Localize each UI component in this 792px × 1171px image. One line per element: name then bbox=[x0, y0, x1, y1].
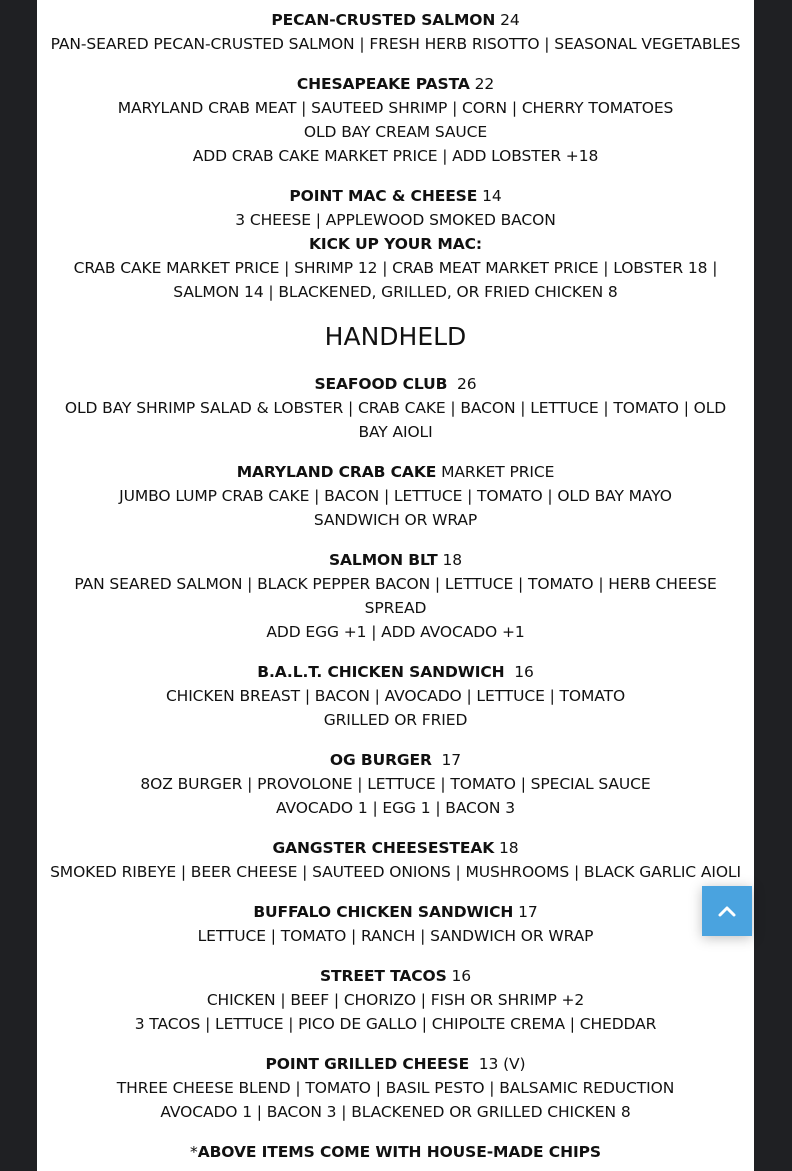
footnote bbox=[37, 1141, 754, 1163]
scroll-to-top-button[interactable] bbox=[702, 886, 752, 936]
menu-item-title bbox=[37, 965, 754, 987]
item-price: 16 bbox=[514, 663, 534, 681]
item-price: 24 bbox=[500, 11, 520, 29]
menu-item-title bbox=[37, 73, 754, 95]
item-description: JUMBO LUMP CRAB CAKE | BACON | LETTUCE | TOMATO | OLD BAY MAYO bbox=[119, 487, 672, 505]
menu-item-title bbox=[37, 461, 754, 483]
item-name: CHESAPEAKE PASTA bbox=[296, 75, 470, 93]
item-description: SMOKED RIBEYE | BEER CHEESE | SAUTEED ONIONS | MUSHROOMS | BLACK GARLIC AIOLI bbox=[50, 863, 741, 881]
item-addons: CRAB CAKE MARKET PRICE | SHRIMP 12 | CRAB MEAT MARKET PRICE | LOBSTER 18 | bbox=[73, 259, 718, 277]
item-price: 16 bbox=[451, 967, 472, 985]
item-price: 14 bbox=[482, 187, 502, 205]
kick-up-heading: KICK UP YOUR MAC: bbox=[309, 235, 482, 253]
menu-item-title bbox=[37, 901, 754, 923]
menu-item-title bbox=[37, 1053, 754, 1075]
item-description: BAY AIOLI bbox=[358, 423, 433, 441]
item-price: 22 bbox=[474, 75, 495, 93]
footnote-star: * bbox=[190, 1143, 198, 1161]
item-addons: ADD EGG +1 | ADD AVOCADO +1 bbox=[266, 623, 525, 641]
item-name: BUFFALO CHICKEN SANDWICH bbox=[253, 903, 514, 921]
menu-item-title bbox=[37, 749, 754, 771]
item-name: POINT GRILLED CHEESE bbox=[265, 1055, 470, 1073]
item-price: 18 bbox=[442, 551, 463, 569]
menu-item-title bbox=[37, 661, 754, 683]
menu-item-title bbox=[37, 185, 754, 207]
item-description: THREE CHEESE BLEND | TOMATO | BASIL PESTO | BALSAMIC REDUCTION bbox=[116, 1079, 675, 1097]
menu-item-title bbox=[37, 9, 754, 31]
item-addons: ADD CRAB CAKE MARKET PRICE | ADD LOBSTER +18 bbox=[192, 147, 599, 165]
item-name: B.A.L.T. CHICKEN SANDWICH bbox=[257, 663, 505, 681]
item-description: 8OZ BURGER | PROVOLONE | LETTUCE | TOMATO | SPECIAL SAUCE bbox=[140, 775, 651, 793]
item-description: PAN SEARED SALMON | BLACK PEPPER BACON | LETTUCE | TOMATO | HERB CHEESE bbox=[74, 575, 717, 593]
item-name: PECAN-CRUSTED SALMON bbox=[271, 11, 496, 29]
item-description: OLD BAY CREAM SAUCE bbox=[303, 123, 488, 141]
item-name: POINT MAC & CHEESE bbox=[289, 187, 478, 205]
item-name: SEAFOOD CLUB bbox=[314, 375, 448, 393]
item-name: MARYLAND CRAB CAKE bbox=[236, 463, 437, 481]
item-name: OG BURGER bbox=[329, 751, 432, 769]
chevron-up-icon bbox=[717, 904, 737, 918]
item-description: CHICKEN BREAST | BACON | AVOCADO | LETTUCE | TOMATO bbox=[165, 687, 626, 705]
item-description: SPREAD bbox=[364, 599, 427, 617]
item-description: 3 TACOS | LETTUCE | PICO DE GALLO | CHIPOLTE CREMA | CHEDDAR bbox=[134, 1015, 657, 1033]
menu-item-title bbox=[37, 373, 754, 395]
item-price: 13 (V) bbox=[478, 1055, 526, 1073]
item-name: GANGSTER CHEESESTEAK bbox=[272, 839, 495, 857]
section-heading-handheld: HANDHELD bbox=[324, 322, 467, 351]
item-description: GRILLED OR FRIED bbox=[323, 711, 468, 729]
item-description: OLD BAY SHRIMP SALAD & LOBSTER | CRAB CAKE | BACON | LETTUCE | TOMATO | OLD bbox=[64, 399, 727, 417]
item-description: PAN-SEARED PECAN-CRUSTED SALMON | FRESH HERB RISOTTO | SEASONAL VEGETABLES bbox=[50, 35, 741, 53]
item-description: SANDWICH OR WRAP bbox=[313, 511, 478, 529]
item-description: MARYLAND CRAB MEAT | SAUTEED SHRIMP | CORN | CHERRY TOMATOES bbox=[117, 99, 674, 117]
item-price: 18 bbox=[498, 839, 519, 857]
item-name: SALMON BLT bbox=[328, 551, 438, 569]
item-price: 26 bbox=[456, 375, 477, 393]
item-addons: AVOCADO 1 | EGG 1 | BACON 3 bbox=[276, 799, 515, 817]
item-description: 3 CHEESE | APPLEWOOD SMOKED BACON bbox=[235, 211, 556, 229]
item-addons: AVOCADO 1 | BACON 3 | BLACKENED OR GRILLED CHICKEN 8 bbox=[160, 1103, 631, 1121]
footnote-text: ABOVE ITEMS COME WITH HOUSE-MADE CHIPS bbox=[197, 1143, 601, 1161]
menu-item-title bbox=[37, 837, 754, 859]
menu-page bbox=[37, 0, 754, 1171]
item-description: LETTUCE | TOMATO | RANCH | SANDWICH OR WRAP bbox=[197, 927, 594, 945]
item-price: 17 bbox=[441, 751, 462, 769]
item-price: 17 bbox=[518, 903, 538, 921]
item-addons: SALMON 14 | BLACKENED, GRILLED, OR FRIED CHICKEN 8 bbox=[173, 283, 618, 301]
item-price: MARKET PRICE bbox=[441, 463, 555, 481]
item-name: STREET TACOS bbox=[319, 967, 447, 985]
menu-item-title bbox=[37, 549, 754, 571]
item-description: CHICKEN | BEEF | CHORIZO | FISH OR SHRIMP +2 bbox=[206, 991, 585, 1009]
